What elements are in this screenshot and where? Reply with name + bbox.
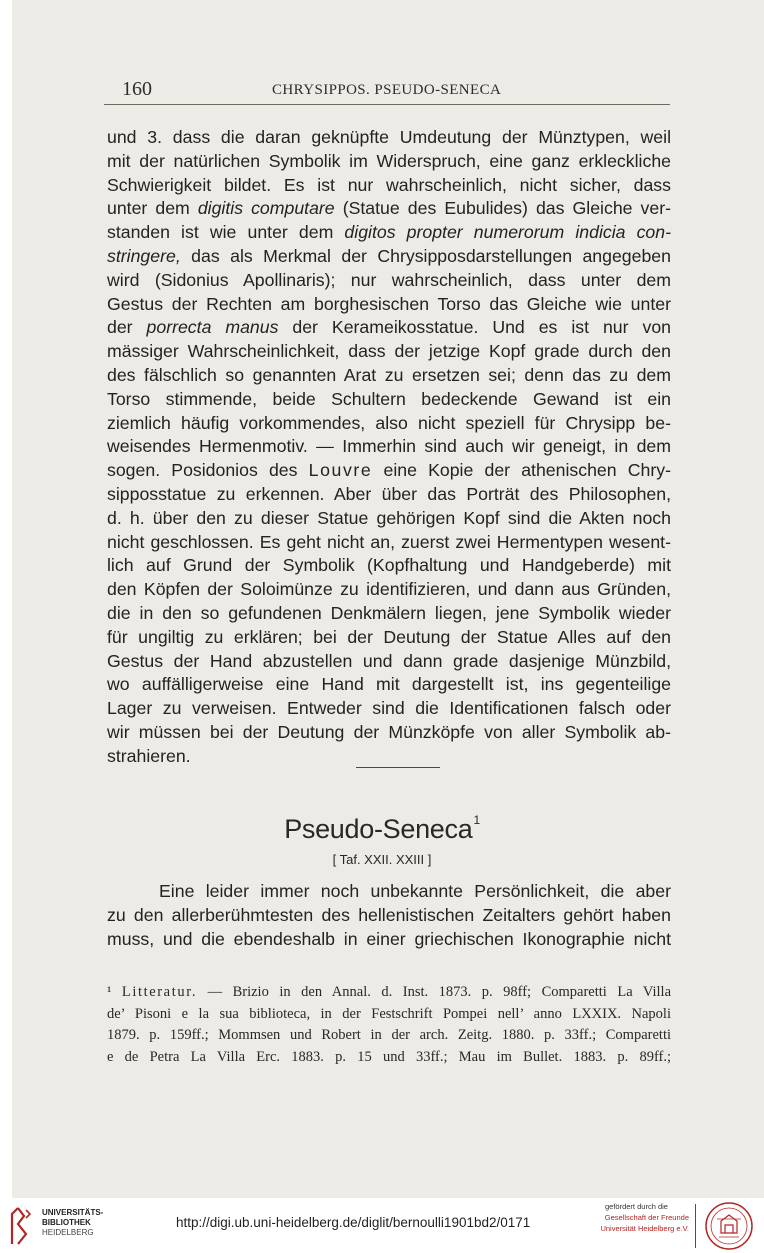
text-line: Torso stimmende, beide Schultern bedeckende Gewand ist ein bbox=[107, 388, 671, 409]
text-line: nicht geschlossen. Es geht nicht an, zuerst zwei Hermentypen wesent- bbox=[107, 531, 671, 552]
text-line: wo auffälligerweise eine Hand mit dargestellt ist, ins gegenteilige bbox=[107, 674, 671, 695]
spaced-term: Louvre bbox=[308, 460, 373, 481]
text-line: mässiger Wahrscheinlichkeit, dass der jetzige Kopf grade durch den bbox=[107, 341, 671, 362]
text-line: für ungiltig zu erklären; bei der Deutung der Statue Alles auf den bbox=[107, 626, 671, 647]
footnote-line: 1879. p. 159ff.; Mommsen und Robert in der arch. Zeitg. 1880. p. 33ff.; Comparetti bbox=[107, 1027, 671, 1043]
text-line bbox=[107, 221, 671, 245]
text-line: zu den allerberühmtesten des hellenistischen Zeitalters gehört haben bbox=[107, 904, 671, 925]
section-body-text bbox=[107, 880, 671, 951]
footnote-line: de’ Pisoni e la sua biblioteca, in der Festschrift Pompei nell’ anno LXXIX. Napoli bbox=[107, 1005, 671, 1022]
text-line: strahieren. bbox=[107, 745, 191, 766]
library-name-line: BIBLIOTHEK bbox=[42, 1218, 91, 1227]
text-segment: (Statue des Eubulides) das Gleiche ver- bbox=[334, 198, 671, 219]
text-line: weisendes Hermenmotiv. — Immerhin sind auch wir geneigt, in dem bbox=[107, 436, 671, 457]
text-line bbox=[107, 459, 671, 483]
sponsor-line: gefördert durch die bbox=[605, 1202, 668, 1211]
text-segment: sogen. Posidonios des bbox=[107, 460, 309, 481]
library-name-line: UNIVERSITÄTS- bbox=[42, 1208, 104, 1217]
text-line bbox=[107, 197, 671, 221]
footnote bbox=[107, 982, 671, 1068]
italic-term: digitis computare bbox=[197, 198, 335, 219]
text-line: mit der natürlichen Symbolik im Widerspruch, eine ganz erkleckliche bbox=[107, 150, 671, 171]
footer-bar bbox=[0, 1198, 764, 1253]
section-divider bbox=[356, 767, 440, 768]
footnote-line: e de Petra La Villa Erc. 1883. p. 15 und 33ff.; Mau im Bullet. 1883. p. 89ff.; bbox=[107, 1048, 671, 1065]
section-title bbox=[0, 813, 764, 845]
text-line: d. h. über den zu dieser Statue gehörigen Kopf sind die Akten noch bbox=[107, 507, 671, 528]
text-line: Gestus der Hand abzustellen und dann grade dasjenige Münzbild, bbox=[107, 650, 671, 671]
text-line: Eine leider immer noch unbekannte Persönlichkeit, die aber bbox=[159, 881, 671, 901]
university-seal-icon bbox=[703, 1201, 755, 1251]
text-segment: der bbox=[107, 317, 147, 338]
running-title: CHRYSIPPOS. PSEUDO-SENECA bbox=[272, 82, 502, 98]
footnote-label: Litteratur. bbox=[121, 984, 198, 1000]
text-segment: unter dem bbox=[107, 198, 198, 219]
footnote-text: — Brizio in den Annal. d. Inst. 1873. p. 98ff; Comparetti La Villa bbox=[207, 984, 672, 1000]
section-title-text: Pseudo-Seneca bbox=[284, 814, 473, 844]
text-line: sipposstatue zu erkennen. Aber über das Porträt des Philosophen, bbox=[107, 483, 671, 504]
text-line: muss, und die ebendeshalb in einer griechischen Ikonographie nicht bbox=[107, 928, 671, 949]
permalink-url[interactable]: http://digi.ub.uni-heidelberg.de/diglit/bernoulli1901bd2/0171 bbox=[176, 1215, 531, 1230]
text-line bbox=[107, 316, 671, 340]
text-line: wir müssen bei der Deutung der Münzköpfe von aller Symbolik ab- bbox=[107, 721, 671, 742]
text-line: lich auf Grund der Symbolik (Kopfhaltung und Handgeberde) mit bbox=[107, 555, 671, 576]
italic-term: digitos propter numerorum indicia con- bbox=[344, 222, 671, 243]
text-line: wird (Sidonius Apollinaris); nur wahrscheinlich, dass unter dem bbox=[107, 269, 671, 290]
footnote-line bbox=[107, 982, 671, 1004]
body-text bbox=[107, 126, 671, 769]
text-segment: der Kerameikosstatue. Und es ist nur von bbox=[278, 317, 671, 338]
footnote-marker-symbol: ¹ bbox=[107, 984, 112, 1000]
text-line: die in den so gefundenen Denkmälern liegen, jene Symbolik wieder bbox=[107, 602, 671, 623]
footnote-marker: 1 bbox=[473, 813, 480, 827]
text-line: Lager zu verweisen. Entweder sind die Identificationen falsch oder bbox=[107, 698, 671, 719]
page-number: 160 bbox=[122, 78, 152, 100]
text-line: Schwierigkeit bildet. Es ist nur wahrscheinlich, nicht sicher, dass bbox=[107, 174, 671, 195]
footer-divider bbox=[695, 1204, 696, 1248]
text-line: ziemlich häufig vorkommendes, also nicht speziell für Chrysipp be- bbox=[107, 412, 671, 433]
text-line: den Köpfen der Soloimünze zu identifizieren, und dann aus Gründen, bbox=[107, 579, 671, 600]
text-segment: das als Merkmal der Chrysipposdarstellungen angegeben bbox=[180, 245, 671, 266]
page-header bbox=[104, 76, 670, 105]
library-logo-icon bbox=[8, 1204, 34, 1248]
text-segment: eine Kopie der athenischen Chry- bbox=[372, 460, 671, 481]
text-line: des fälschlich so genannten Arat zu ersetzen sei; denn das zu dem bbox=[107, 364, 671, 385]
library-name-line: HEIDELBERG bbox=[42, 1228, 94, 1237]
sponsor-line: Gesellschaft der Freunde bbox=[604, 1213, 689, 1222]
text-line: Gestus der Rechten am borghesischen Torso das Gleiche wie unter bbox=[107, 293, 671, 314]
text-line: und 3. dass die daran geknüpfte Umdeutung der Münztypen, weil bbox=[107, 127, 671, 147]
italic-term: stringere, bbox=[107, 245, 181, 266]
plate-reference: [ Taf. XXII. XXIII ] bbox=[332, 852, 432, 867]
sponsor-credit bbox=[593, 1201, 689, 1234]
sponsor-line: Universität Heidelberg e.V. bbox=[600, 1224, 689, 1233]
text-segment: standen ist wie unter dem bbox=[107, 222, 345, 243]
text-line bbox=[107, 245, 671, 269]
italic-term: porrecta manus bbox=[146, 317, 279, 338]
library-name bbox=[42, 1208, 103, 1238]
